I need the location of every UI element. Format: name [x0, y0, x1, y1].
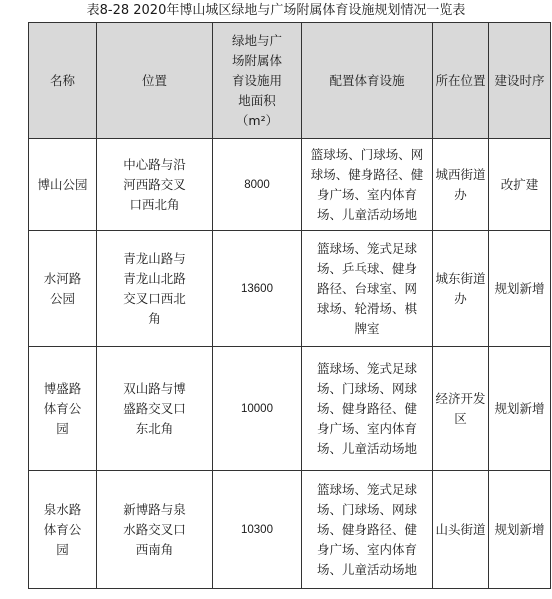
header-area: 绿地与广 场附属体 育设施用 地面积 （m²）	[213, 23, 302, 139]
header-district: 所在位置	[433, 23, 489, 139]
cell-location: 中心路与沿 河西路交叉 口西北角	[97, 139, 213, 231]
cell-name: 水河路 公园	[29, 231, 97, 347]
cell-area: 10300	[213, 471, 302, 589]
cell-name: 泉水路 体育公 园	[29, 471, 97, 589]
cell-facilities: 篮球场、笼式足球 场、门球场、网球 场、健身路径、健 身广场、室内体育 场、儿童活动场地	[302, 471, 433, 589]
table-row	[29, 471, 551, 589]
cell-facilities: 篮球场、门球场、网 球场、健身路径、健 身广场、室内体育 场、儿童活动场地	[302, 139, 433, 231]
cell-name: 博盛路 体育公 园	[29, 347, 97, 471]
cell-area: 8000	[213, 139, 302, 231]
cell-district: 经济开发 区	[433, 347, 489, 471]
cell-location: 双山路与博 盛路交叉口 东北角	[97, 347, 213, 471]
cell-location: 新博路与泉 水路交叉口 西南角	[97, 471, 213, 589]
cell-district: 城东街道 办	[433, 231, 489, 347]
header-facilities: 配置体育设施	[302, 23, 433, 139]
cell-time: 规划新增	[489, 471, 551, 589]
cell-time: 改扩建	[489, 139, 551, 231]
cell-time: 规划新增	[489, 231, 551, 347]
cell-facilities: 篮球场、笼式足球 场、门球场、网球 场、健身路径、健 身广场、室内体育 场、儿童活动场地	[302, 347, 433, 471]
table-row	[29, 347, 551, 471]
header-row	[29, 23, 551, 139]
cell-district: 山头街道	[433, 471, 489, 589]
cell-area: 10000	[213, 347, 302, 471]
cell-time: 规划新增	[489, 347, 551, 471]
cell-district: 城西街道 办	[433, 139, 489, 231]
cell-facilities: 篮球场、笼式足球 场、乒乓球、健身 路径、台球室、网 球场、轮滑场、棋 牌室	[302, 231, 433, 347]
header-location: 位置	[97, 23, 213, 139]
header-name: 名称	[29, 23, 97, 139]
cell-location: 青龙山路与 青龙山北路 交叉口西北 角	[97, 231, 213, 347]
cell-name: 博山公园	[29, 139, 97, 231]
header-time: 建设时序	[489, 23, 551, 139]
table-caption: 表8-28 2020年博山城区绿地与广场附属体育设施规划情况一览表	[86, 3, 466, 18]
table-row	[29, 231, 551, 347]
table-row	[29, 139, 551, 231]
cell-area: 13600	[213, 231, 302, 347]
facilities-table	[28, 22, 551, 589]
